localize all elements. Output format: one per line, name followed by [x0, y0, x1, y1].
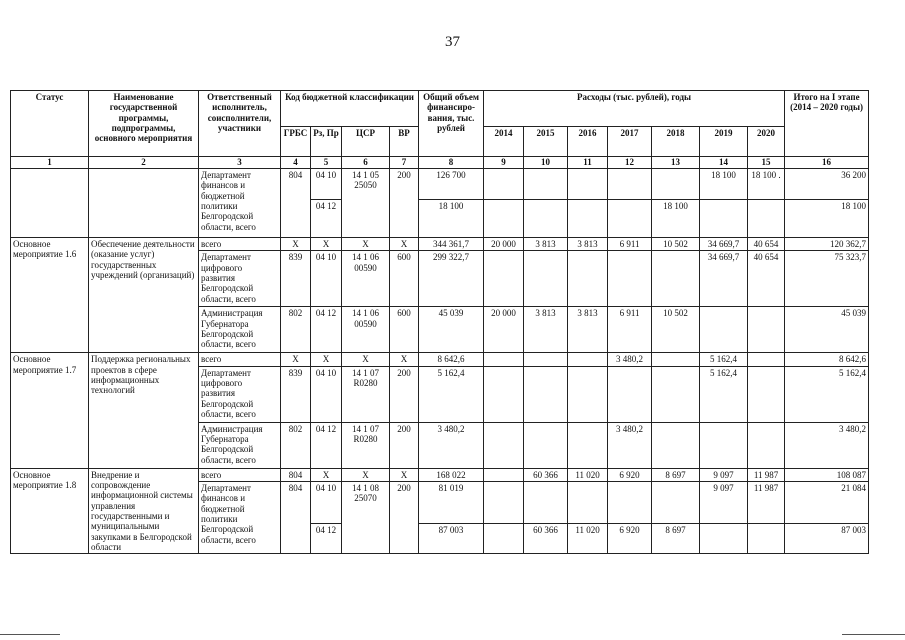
- csr-cell: 14 1 08 25070: [342, 482, 390, 554]
- executor-cell: Администрация Губернатора Белгородской области, всего: [199, 422, 281, 468]
- year-cell: 10 502: [652, 307, 700, 353]
- col-number: 7: [390, 157, 419, 169]
- executor-cell: всего: [199, 468, 281, 481]
- vr-cell: 600: [390, 307, 419, 353]
- col-number: 14: [700, 157, 748, 169]
- total-cell: 45 039: [419, 307, 484, 353]
- vr-cell: 200: [390, 169, 419, 238]
- header-year: 2019: [700, 127, 748, 157]
- rz-cell: 04 10: [311, 482, 342, 524]
- total-cell: 81 019: [419, 482, 484, 524]
- rz-cell: 04 12: [311, 524, 342, 554]
- col-number: 4: [281, 157, 311, 169]
- header-expenses-group: Расходы (тыс. рублей), годы: [484, 91, 785, 127]
- grbs-cell: 839: [281, 251, 311, 307]
- col-number: 1: [11, 157, 89, 169]
- year-cell: 11 020: [568, 468, 608, 481]
- col-number: 3: [199, 157, 281, 169]
- itogo-cell: 45 039: [785, 307, 869, 353]
- vr-cell: Х: [390, 468, 419, 481]
- total-cell: 168 022: [419, 468, 484, 481]
- executor-cell: Департамент цифрового развития Белгородской области, всего: [199, 251, 281, 307]
- rz-cell: 04 10: [311, 366, 342, 422]
- year-cell: 6 911: [608, 307, 652, 353]
- rz-cell: 04 12: [311, 422, 342, 468]
- total-cell: 87 003: [419, 524, 484, 554]
- column-number-row: [11, 157, 869, 169]
- status-cell: Основное мероприятие 1.6: [11, 238, 89, 353]
- vr-cell: 200: [390, 366, 419, 422]
- col-number: 10: [524, 157, 568, 169]
- rz-cell: 04 10: [311, 251, 342, 307]
- header-executor: Ответственный исполнитель, соисполнители, участники: [199, 91, 281, 157]
- budget-table: [10, 90, 869, 554]
- header-name: Наименование государственной программы, подпрограммы, основного мероприятия: [89, 91, 199, 157]
- csr-cell: Х: [342, 353, 390, 366]
- executor-cell: Департамент финансов и бюджетной политики Белгородской области, всего: [199, 482, 281, 554]
- year-cell: 11 020: [568, 524, 608, 554]
- vr-cell: 600: [390, 251, 419, 307]
- year-cell: 20 000: [484, 238, 524, 251]
- year-cell: 6 920: [608, 524, 652, 554]
- vr-cell: 200: [390, 422, 419, 468]
- col-number: 16: [785, 157, 869, 169]
- header-year: 2017: [608, 127, 652, 157]
- csr-cell: 14 1 05 25050: [342, 169, 390, 238]
- year-cell: 3 813: [524, 307, 568, 353]
- year-cell: 34 669,7: [700, 251, 748, 307]
- year-cell: 8 697: [652, 468, 700, 481]
- table-row: [11, 238, 869, 251]
- header-year: 2016: [568, 127, 608, 157]
- status-cell: Основное мероприятие 1.7: [11, 353, 89, 468]
- year-cell: 40 654: [748, 251, 785, 307]
- year-cell: 34 669,7: [700, 238, 748, 251]
- header-year: 2014: [484, 127, 524, 157]
- total-cell: 18 100: [419, 200, 484, 238]
- csr-cell: Х: [342, 238, 390, 251]
- grbs-cell: 802: [281, 422, 311, 468]
- total-cell: 3 480,2: [419, 422, 484, 468]
- header-csr: ЦСР: [342, 127, 390, 157]
- name-cell: Обеспечение деятельности (оказание услуг) государственных учреждений (организаций): [89, 238, 199, 353]
- itogo-cell: 87 003: [785, 524, 869, 554]
- year-cell: 9 097: [700, 468, 748, 481]
- total-cell: 344 361,7: [419, 238, 484, 251]
- header-code-group: Код бюджетной классификации: [281, 91, 419, 127]
- header-rz-pr: Рз, Пр: [311, 127, 342, 157]
- rz-cell: 04 10: [311, 169, 342, 200]
- header-itogo: Итого на I этапе (2014 – 2020 годы): [785, 91, 869, 157]
- itogo-cell: 108 087: [785, 468, 869, 481]
- grbs-cell: 804: [281, 169, 311, 238]
- header-grbs: ГРБС: [281, 127, 311, 157]
- itogo-cell: 5 162,4: [785, 366, 869, 422]
- year-cell: 3 480,2: [608, 422, 652, 468]
- itogo-cell: 3 480,2: [785, 422, 869, 468]
- grbs-cell: Х: [281, 353, 311, 366]
- col-number: 12: [608, 157, 652, 169]
- rz-cell: 04 12: [311, 200, 342, 238]
- executor-cell: всего: [199, 238, 281, 251]
- vr-cell: 200: [390, 482, 419, 554]
- csr-cell: Х: [342, 468, 390, 481]
- vr-cell: Х: [390, 238, 419, 251]
- itogo-cell: 75 323,7: [785, 251, 869, 307]
- year-cell: 3 480,2: [608, 353, 652, 366]
- year-cell: 18 100 .: [748, 169, 785, 200]
- year-cell: 6 911: [608, 238, 652, 251]
- col-number: 2: [89, 157, 199, 169]
- total-cell: 299 322,7: [419, 251, 484, 307]
- table-row: [11, 468, 869, 481]
- year-cell: 60 366: [524, 468, 568, 481]
- header-year: 2020: [748, 127, 785, 157]
- csr-cell: 14 1 07 R0280: [342, 422, 390, 468]
- col-number: 15: [748, 157, 785, 169]
- year-cell: 5 162,4: [700, 353, 748, 366]
- itogo-cell: 8 642,6: [785, 353, 869, 366]
- grbs-cell: 839: [281, 366, 311, 422]
- itogo-cell: 18 100: [785, 200, 869, 238]
- table-row: [11, 169, 869, 200]
- year-cell: 6 920: [608, 468, 652, 481]
- year-cell: 18 100: [700, 169, 748, 200]
- page-edge-line: [842, 634, 905, 635]
- grbs-cell: Х: [281, 238, 311, 251]
- year-cell: 11 987: [748, 482, 785, 524]
- year-cell: 11 987: [748, 468, 785, 481]
- col-number: 11: [568, 157, 608, 169]
- year-cell: 40 654: [748, 238, 785, 251]
- csr-cell: 14 1 07 R0280: [342, 366, 390, 422]
- itogo-cell: 36 200: [785, 169, 869, 200]
- name-cell: Внедрение и сопровождение информационной системы управления государственными и муниципальными закупками в Белгородской области: [89, 468, 199, 554]
- year-cell: 18 100: [652, 200, 700, 238]
- executor-cell: Администрация Губернатора Белгородской области, всего: [199, 307, 281, 353]
- rz-cell: 04 12: [311, 307, 342, 353]
- csr-cell: 14 1 06 00590: [342, 251, 390, 307]
- col-number: 8: [419, 157, 484, 169]
- year-cell: 3 813: [568, 307, 608, 353]
- executor-cell: Департамент цифрового развития Белгородской области, всего: [199, 366, 281, 422]
- col-number: 9: [484, 157, 524, 169]
- table-row: [11, 353, 869, 366]
- status-cell: [11, 169, 89, 238]
- year-cell: 3 813: [568, 238, 608, 251]
- year-cell: 60 366: [524, 524, 568, 554]
- status-cell: Основное мероприятие 1.8: [11, 468, 89, 554]
- header-status: Статус: [11, 91, 89, 157]
- year-cell: 9 097: [700, 482, 748, 524]
- name-cell: [89, 169, 199, 238]
- rz-cell: Х: [311, 238, 342, 251]
- grbs-cell: 804: [281, 482, 311, 554]
- total-cell: 126 700: [419, 169, 484, 200]
- year-cell: 8 697: [652, 524, 700, 554]
- col-number: 13: [652, 157, 700, 169]
- year-cell: 20 000: [484, 307, 524, 353]
- csr-cell: 14 1 06 00590: [342, 307, 390, 353]
- header-total-financing: Общий объем финансиро-вания, тыс. рублей: [419, 91, 484, 157]
- header-year: 2018: [652, 127, 700, 157]
- header-vr: ВР: [390, 127, 419, 157]
- header-row: [11, 91, 869, 127]
- name-cell: Поддержка региональных проектов в сфере информационных технологий: [89, 353, 199, 468]
- vr-cell: Х: [390, 353, 419, 366]
- grbs-cell: 804: [281, 468, 311, 481]
- grbs-cell: 802: [281, 307, 311, 353]
- executor-cell: всего: [199, 353, 281, 366]
- executor-cell: Департамент финансов и бюджетной политики Белгородской области, всего: [199, 169, 281, 238]
- rz-cell: Х: [311, 353, 342, 366]
- header-year: 2015: [524, 127, 568, 157]
- col-number: 5: [311, 157, 342, 169]
- rz-cell: Х: [311, 468, 342, 481]
- year-cell: 3 813: [524, 238, 568, 251]
- page-number: 37: [445, 34, 460, 50]
- total-cell: 5 162,4: [419, 366, 484, 422]
- year-cell: 5 162,4: [700, 366, 748, 422]
- itogo-cell: 21 084: [785, 482, 869, 524]
- total-cell: 8 642,6: [419, 353, 484, 366]
- itogo-cell: 120 362,7: [785, 238, 869, 251]
- page-edge-line: [0, 634, 60, 635]
- year-cell: 10 502: [652, 238, 700, 251]
- col-number: 6: [342, 157, 390, 169]
